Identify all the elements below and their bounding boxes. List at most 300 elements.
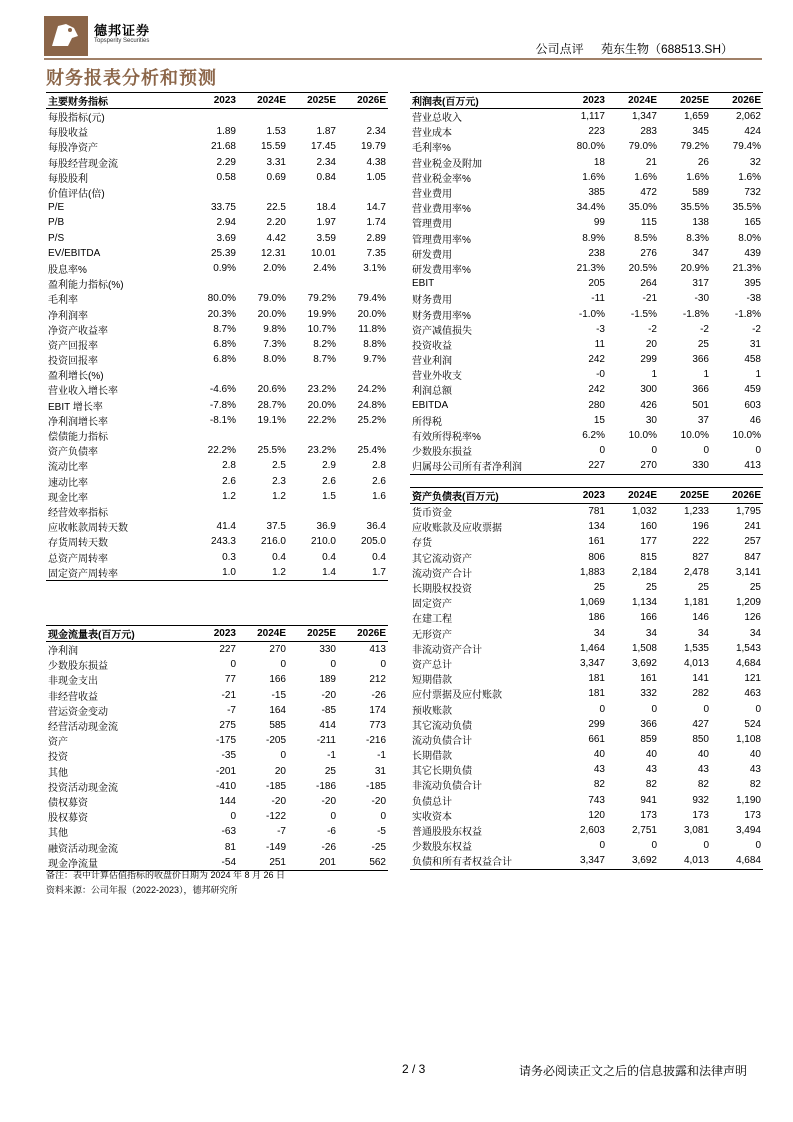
table-row bbox=[410, 519, 763, 534]
row-label: 少数股东权益 bbox=[412, 842, 472, 854]
table-row bbox=[46, 276, 388, 291]
cell-value: 20.9% bbox=[680, 262, 709, 274]
company-logo bbox=[44, 16, 88, 56]
cell-value: 0 bbox=[230, 659, 236, 671]
table-title: 现金流量表(百万元) bbox=[46, 626, 188, 642]
row-label: 营业成本 bbox=[412, 128, 452, 140]
cell-value: -185 bbox=[265, 780, 286, 792]
brand-name: 德邦证券 bbox=[94, 23, 151, 38]
row-label: 营业税金及附加 bbox=[412, 158, 482, 170]
row-label: 流动负债合计 bbox=[412, 735, 472, 747]
row-label: 应付票据及应付账款 bbox=[412, 690, 502, 702]
row-label: 债权募资 bbox=[48, 797, 88, 809]
cell-value: 227 bbox=[555, 458, 607, 474]
cell-value: 34 bbox=[697, 627, 709, 639]
table-row bbox=[410, 231, 763, 246]
cell-value: -30 bbox=[694, 293, 709, 305]
cell-value: 0 bbox=[703, 840, 709, 852]
row-label: 财务费用率% bbox=[412, 310, 471, 322]
cell-value: 8.8% bbox=[363, 338, 386, 350]
cell-value: 1,659 bbox=[683, 111, 709, 123]
cell-value: 242 bbox=[588, 384, 605, 396]
cell-value: 79.4% bbox=[732, 141, 761, 153]
cell-value: 34 bbox=[645, 627, 657, 639]
table-row bbox=[410, 200, 763, 215]
row-label: P/E bbox=[48, 202, 65, 214]
cell-value: 1,117 bbox=[580, 111, 605, 123]
table-row bbox=[410, 671, 763, 686]
cell-value: 0.4 bbox=[372, 551, 386, 563]
cell-value: -15 bbox=[271, 689, 286, 701]
cell-value: 2.0% bbox=[263, 262, 286, 274]
cell-value: 275 bbox=[219, 720, 236, 732]
cell-value: -1.0% bbox=[578, 308, 605, 320]
cell-value: 0 bbox=[599, 703, 605, 715]
cell-value bbox=[238, 185, 288, 200]
cell-value: 330 bbox=[659, 458, 711, 474]
cell-value: 99 bbox=[593, 217, 605, 229]
cell-value: 458 bbox=[744, 354, 761, 366]
cell-value: 43 bbox=[645, 764, 657, 776]
cell-value bbox=[338, 428, 388, 443]
table-row bbox=[410, 291, 763, 306]
table-row bbox=[46, 443, 388, 458]
cell-value: -2 bbox=[700, 323, 709, 335]
cell-value: 8.5% bbox=[634, 232, 657, 244]
cell-value: 1.5 bbox=[322, 490, 336, 502]
cell-value: 2,603 bbox=[579, 825, 605, 837]
row-label: 非现金支出 bbox=[48, 676, 98, 688]
cell-value: -2 bbox=[752, 323, 761, 335]
cell-value: -1.8% bbox=[682, 308, 709, 320]
row-label: EBITDA bbox=[412, 399, 449, 411]
table-row bbox=[410, 701, 763, 716]
cell-value: 12.31 bbox=[260, 247, 286, 259]
year-header: 2026E bbox=[338, 626, 388, 642]
cell-value: 7.3% bbox=[263, 338, 286, 350]
row-label: 融资活动现金流 bbox=[48, 843, 118, 855]
cell-value: 10.0% bbox=[732, 430, 761, 442]
cell-value: 43 bbox=[593, 764, 605, 776]
cell-value: 161 bbox=[588, 536, 605, 548]
cell-value: 8.0% bbox=[263, 354, 286, 366]
cell-value: 941 bbox=[640, 794, 657, 806]
row-label: 短期借款 bbox=[412, 675, 452, 687]
cell-value: 347 bbox=[692, 247, 709, 259]
cell-value: 25.4% bbox=[357, 445, 386, 457]
cell-value: -8.1% bbox=[209, 414, 236, 426]
cell-value: 299 bbox=[640, 354, 657, 366]
cell-value: 241 bbox=[744, 521, 761, 533]
cell-value: -63 bbox=[221, 826, 236, 838]
cell-value: 1.74 bbox=[366, 217, 386, 229]
cell-value: -7 bbox=[227, 704, 236, 716]
row-label: 财务费用 bbox=[412, 295, 452, 307]
cell-value: 395 bbox=[744, 278, 761, 290]
cell-value: 21.3% bbox=[732, 262, 761, 274]
cell-value: 20 bbox=[274, 765, 286, 777]
cell-value: 1,209 bbox=[735, 597, 761, 609]
cell-value: 1.2 bbox=[222, 490, 236, 502]
cell-value: 773 bbox=[369, 720, 386, 732]
cell-value: 276 bbox=[640, 247, 657, 259]
table-header-row bbox=[410, 93, 763, 109]
cell-value: 589 bbox=[692, 187, 709, 199]
row-label: 其它流动负债 bbox=[412, 720, 472, 732]
cell-value bbox=[238, 276, 288, 291]
cell-value: 1.2 bbox=[238, 565, 288, 581]
cell-value: 2.94 bbox=[216, 217, 236, 229]
cell-value: 4,013 bbox=[683, 657, 709, 669]
row-label: 每股股利 bbox=[48, 173, 88, 185]
table-row bbox=[46, 337, 388, 352]
cell-value: 210.0 bbox=[310, 536, 336, 548]
cell-value bbox=[238, 428, 288, 443]
row-label: 预收账款 bbox=[412, 705, 452, 717]
cell-value: 20.3% bbox=[207, 308, 236, 320]
year-header: 2024E bbox=[238, 93, 288, 109]
cell-value bbox=[338, 504, 388, 519]
row-label: 净资产收益率 bbox=[48, 325, 108, 337]
cell-value: 25 bbox=[697, 582, 709, 594]
cell-value: -7.8% bbox=[209, 399, 236, 411]
cell-value: 2.89 bbox=[366, 232, 386, 244]
cell-value: -186 bbox=[315, 780, 336, 792]
table-row bbox=[46, 642, 388, 658]
table-row bbox=[410, 428, 763, 443]
cell-value: 223 bbox=[588, 126, 605, 138]
table-row bbox=[410, 458, 763, 474]
cell-value: 3.69 bbox=[216, 232, 236, 244]
row-label: 每股指标(元) bbox=[48, 113, 105, 125]
cell-value bbox=[238, 504, 288, 519]
row-label: 在建工程 bbox=[412, 614, 452, 626]
cell-value: 317 bbox=[692, 278, 709, 290]
table-row bbox=[410, 853, 763, 869]
row-label: 资产 bbox=[48, 737, 68, 749]
cell-value: 82 bbox=[749, 779, 761, 791]
cell-value: 1,134 bbox=[631, 597, 657, 609]
cell-value bbox=[288, 109, 338, 125]
cell-value: 222 bbox=[692, 536, 709, 548]
cell-value: 11 bbox=[594, 338, 605, 350]
cell-value: 46 bbox=[749, 414, 761, 426]
cell-value: 472 bbox=[640, 187, 657, 199]
row-label: 研发费用率% bbox=[412, 264, 471, 276]
cell-value: 0 bbox=[703, 445, 709, 457]
row-label: 股权募资 bbox=[48, 813, 88, 825]
row-label: 盈利能力指标(%) bbox=[48, 280, 124, 292]
table-row bbox=[410, 246, 763, 261]
cell-value: 264 bbox=[640, 278, 657, 290]
cell-value: 8.0% bbox=[738, 232, 761, 244]
cell-value: 1.97 bbox=[316, 217, 336, 229]
cell-value: 414 bbox=[319, 720, 336, 732]
cell-value: 121 bbox=[744, 673, 761, 685]
cell-value: 0.84 bbox=[316, 171, 336, 183]
cell-value: -1 bbox=[327, 750, 336, 762]
cell-value: 40 bbox=[697, 749, 709, 761]
row-label: 货币资金 bbox=[412, 508, 452, 520]
table-row bbox=[46, 519, 388, 534]
cell-value: -20 bbox=[271, 795, 286, 807]
cell-value: 35.0% bbox=[628, 202, 657, 214]
cell-value: -3 bbox=[596, 323, 605, 335]
cell-value: 144 bbox=[219, 795, 236, 807]
cell-value: 174 bbox=[369, 704, 386, 716]
cell-value: 205 bbox=[588, 278, 605, 290]
cell-value: 173 bbox=[744, 809, 761, 821]
cell-value: 0 bbox=[651, 445, 657, 457]
row-label: 速动比率 bbox=[48, 477, 88, 489]
cell-value: 8.7% bbox=[313, 354, 336, 366]
cell-value bbox=[188, 504, 238, 519]
table-row bbox=[410, 276, 763, 291]
cell-value: 201 bbox=[288, 855, 338, 871]
cell-value: 126 bbox=[744, 612, 761, 624]
table-row bbox=[410, 762, 763, 777]
year-header: 2024E bbox=[238, 626, 288, 642]
table-row bbox=[410, 717, 763, 732]
cell-value: 115 bbox=[641, 217, 657, 229]
row-label: 管理费用 bbox=[412, 219, 452, 231]
cell-value bbox=[288, 276, 338, 291]
cell-value bbox=[188, 185, 238, 200]
cell-value: 3,692 bbox=[607, 853, 659, 869]
cell-value: 25 bbox=[324, 765, 336, 777]
cell-value: 0 bbox=[280, 659, 286, 671]
table-row bbox=[410, 534, 763, 549]
cell-value: 7.35 bbox=[366, 247, 386, 259]
table-row bbox=[410, 504, 763, 520]
cell-value: 1.0 bbox=[188, 565, 238, 581]
row-label: 存货周转天数 bbox=[48, 538, 108, 550]
year-header: 2026E bbox=[711, 488, 763, 504]
row-label: 经营活动现金流 bbox=[48, 722, 118, 734]
cell-value: 282 bbox=[692, 688, 709, 700]
cell-value: 1,108 bbox=[735, 733, 761, 745]
cell-value: -20 bbox=[371, 795, 386, 807]
row-label: 无形资产 bbox=[412, 629, 452, 641]
cell-value: 20.0% bbox=[257, 308, 286, 320]
section-title: 财务报表分析和预测 bbox=[46, 68, 217, 88]
cell-value: 4.42 bbox=[266, 232, 286, 244]
table-row bbox=[46, 748, 388, 763]
table-title: 主要财务指标 bbox=[46, 93, 188, 109]
row-label: 资产减值损失 bbox=[412, 325, 472, 337]
cell-value: 850 bbox=[692, 733, 709, 745]
cell-value: 1.2 bbox=[272, 490, 286, 502]
cell-value: 3,081 bbox=[683, 825, 709, 837]
table-row bbox=[410, 610, 763, 625]
cell-value: 0 bbox=[599, 840, 605, 852]
cell-value: 2.9 bbox=[322, 460, 336, 472]
cell-value: -20 bbox=[321, 795, 336, 807]
cell-value: 562 bbox=[338, 855, 388, 871]
cell-value: 270 bbox=[607, 458, 659, 474]
cell-value bbox=[288, 367, 338, 382]
cell-value: 24.8% bbox=[357, 399, 386, 411]
row-label: 盈利增长(%) bbox=[48, 371, 104, 383]
cell-value: 10.0% bbox=[628, 430, 657, 442]
table-row bbox=[46, 382, 388, 397]
table-row bbox=[46, 261, 388, 276]
cell-value: 0 bbox=[755, 840, 761, 852]
cell-value: -185 bbox=[365, 780, 386, 792]
cell-value: 205.0 bbox=[360, 536, 386, 548]
row-label: EBIT bbox=[412, 278, 435, 290]
header-divider bbox=[44, 58, 762, 60]
cell-value: -149 bbox=[265, 841, 286, 853]
cell-value: 79.2% bbox=[680, 141, 709, 153]
table-title: 资产负债表(百万元) bbox=[410, 488, 555, 504]
cell-value: 0 bbox=[330, 659, 336, 671]
table-row bbox=[46, 565, 388, 581]
cell-value bbox=[238, 109, 288, 125]
cell-value: 859 bbox=[640, 733, 657, 745]
cell-value: 827 bbox=[692, 551, 709, 563]
cell-value: 15.59 bbox=[260, 141, 286, 153]
row-label: 固定资产周转率 bbox=[46, 565, 188, 581]
cell-value: 1.6% bbox=[582, 171, 605, 183]
cell-value: -35 bbox=[221, 750, 236, 762]
cell-value: 31 bbox=[374, 765, 386, 777]
table-header-row bbox=[410, 488, 763, 504]
cash-flow-table bbox=[46, 625, 388, 871]
cell-value: 189 bbox=[319, 674, 336, 686]
brand-name-english: Topsperity Securities bbox=[94, 38, 150, 44]
table-row bbox=[410, 443, 763, 458]
cell-value: 1,795 bbox=[735, 506, 761, 518]
table-row bbox=[410, 838, 763, 853]
report-header bbox=[522, 40, 733, 57]
row-label: 毛利率% bbox=[412, 143, 451, 155]
cell-value: 3.59 bbox=[316, 232, 336, 244]
year-header: 2025E bbox=[288, 93, 338, 109]
cell-value: 10.0% bbox=[680, 430, 709, 442]
cell-value: 1 bbox=[755, 369, 761, 381]
year-header: 2025E bbox=[659, 488, 711, 504]
table-row bbox=[46, 733, 388, 748]
cell-value: 366 bbox=[692, 354, 709, 366]
company-name: 苑东生物（688513.SH） bbox=[600, 42, 733, 56]
cell-value: 6.8% bbox=[213, 338, 236, 350]
row-label: 长期股权投资 bbox=[412, 584, 472, 596]
cell-value: 1,535 bbox=[683, 642, 709, 654]
cell-value: 17.45 bbox=[310, 141, 336, 153]
cell-value: 732 bbox=[744, 187, 761, 199]
cell-value: 2.4% bbox=[313, 262, 336, 274]
cell-value: 1.6% bbox=[738, 171, 761, 183]
cell-value: -26 bbox=[371, 689, 386, 701]
cell-value: 32 bbox=[749, 156, 761, 168]
cell-value bbox=[338, 276, 388, 291]
cell-value: 1.6% bbox=[634, 171, 657, 183]
cell-value: 1.89 bbox=[216, 126, 236, 138]
cell-value: 160 bbox=[640, 521, 657, 533]
table-row bbox=[46, 155, 388, 170]
row-label: 投资 bbox=[48, 752, 68, 764]
row-label: 营业外收支 bbox=[412, 371, 462, 383]
row-label: 非流动负债合计 bbox=[412, 781, 482, 793]
row-label: 股息率% bbox=[48, 264, 87, 276]
cell-value: 283 bbox=[640, 126, 657, 138]
cell-value: 34.4% bbox=[576, 202, 605, 214]
table-row bbox=[410, 732, 763, 747]
cell-value: 20.0% bbox=[357, 308, 386, 320]
cell-value: 25 bbox=[749, 582, 761, 594]
cell-value: 216.0 bbox=[260, 536, 286, 548]
table-row bbox=[46, 322, 388, 337]
cell-value: 10.01 bbox=[310, 247, 336, 259]
row-label: 非流动资产合计 bbox=[412, 644, 482, 656]
cell-value: 0 bbox=[755, 445, 761, 457]
cell-value: 2,184 bbox=[631, 566, 657, 578]
row-label: 普通股股东权益 bbox=[412, 827, 482, 839]
cell-value: 0.9% bbox=[213, 262, 236, 274]
cell-value: 40 bbox=[593, 749, 605, 761]
table-row bbox=[410, 155, 763, 170]
cell-value: 3.1% bbox=[363, 262, 386, 274]
row-label: 营业费用 bbox=[412, 189, 452, 201]
row-label: EBIT 增长率 bbox=[48, 401, 103, 413]
cell-value: -26 bbox=[321, 841, 336, 853]
table-row bbox=[46, 139, 388, 154]
cell-value: 0 bbox=[703, 703, 709, 715]
row-label: 每股经营现金流 bbox=[48, 158, 118, 170]
table-row bbox=[410, 352, 763, 367]
table-row bbox=[410, 550, 763, 565]
cell-value bbox=[288, 428, 338, 443]
cell-value: 251 bbox=[238, 855, 288, 871]
table-row bbox=[46, 489, 388, 504]
cell-value: 0 bbox=[330, 811, 336, 823]
cell-value: 173 bbox=[640, 809, 657, 821]
cell-value: 196 bbox=[692, 521, 709, 533]
year-header: 2026E bbox=[338, 93, 388, 109]
cell-value: 2.8 bbox=[372, 460, 386, 472]
table-row bbox=[46, 413, 388, 428]
cell-value: 77 bbox=[224, 674, 236, 686]
cell-value: 0.4 bbox=[272, 551, 286, 563]
table-row bbox=[46, 688, 388, 703]
row-label: 资产负债率 bbox=[48, 447, 98, 459]
cell-value: 0 bbox=[651, 840, 657, 852]
year-header: 2023 bbox=[555, 488, 607, 504]
row-label: 研发费用 bbox=[412, 249, 452, 261]
cell-value: -175 bbox=[215, 735, 236, 747]
cell-value: 18.4 bbox=[316, 202, 336, 214]
cell-value: 4,684 bbox=[711, 853, 763, 869]
cell-value: 181 bbox=[588, 688, 605, 700]
row-label: 其它流动资产 bbox=[412, 553, 472, 565]
cell-value: 28.7% bbox=[257, 399, 286, 411]
cell-value: 21.3% bbox=[576, 262, 605, 274]
row-label: P/B bbox=[48, 217, 65, 229]
table-row bbox=[46, 474, 388, 489]
cell-value: 181 bbox=[588, 673, 605, 685]
row-label: 投资收益 bbox=[412, 340, 452, 352]
row-label: 投资回报率 bbox=[48, 356, 98, 368]
cell-value: -1.8% bbox=[734, 308, 761, 320]
row-label: P/S bbox=[48, 232, 65, 244]
row-label: 流动比率 bbox=[48, 462, 88, 474]
cell-value: 2.6 bbox=[322, 475, 336, 487]
table-header-row bbox=[46, 93, 388, 109]
table-title: 利润表(百万元) bbox=[410, 93, 555, 109]
cell-value: 1,347 bbox=[631, 111, 657, 123]
cell-value bbox=[188, 109, 238, 125]
